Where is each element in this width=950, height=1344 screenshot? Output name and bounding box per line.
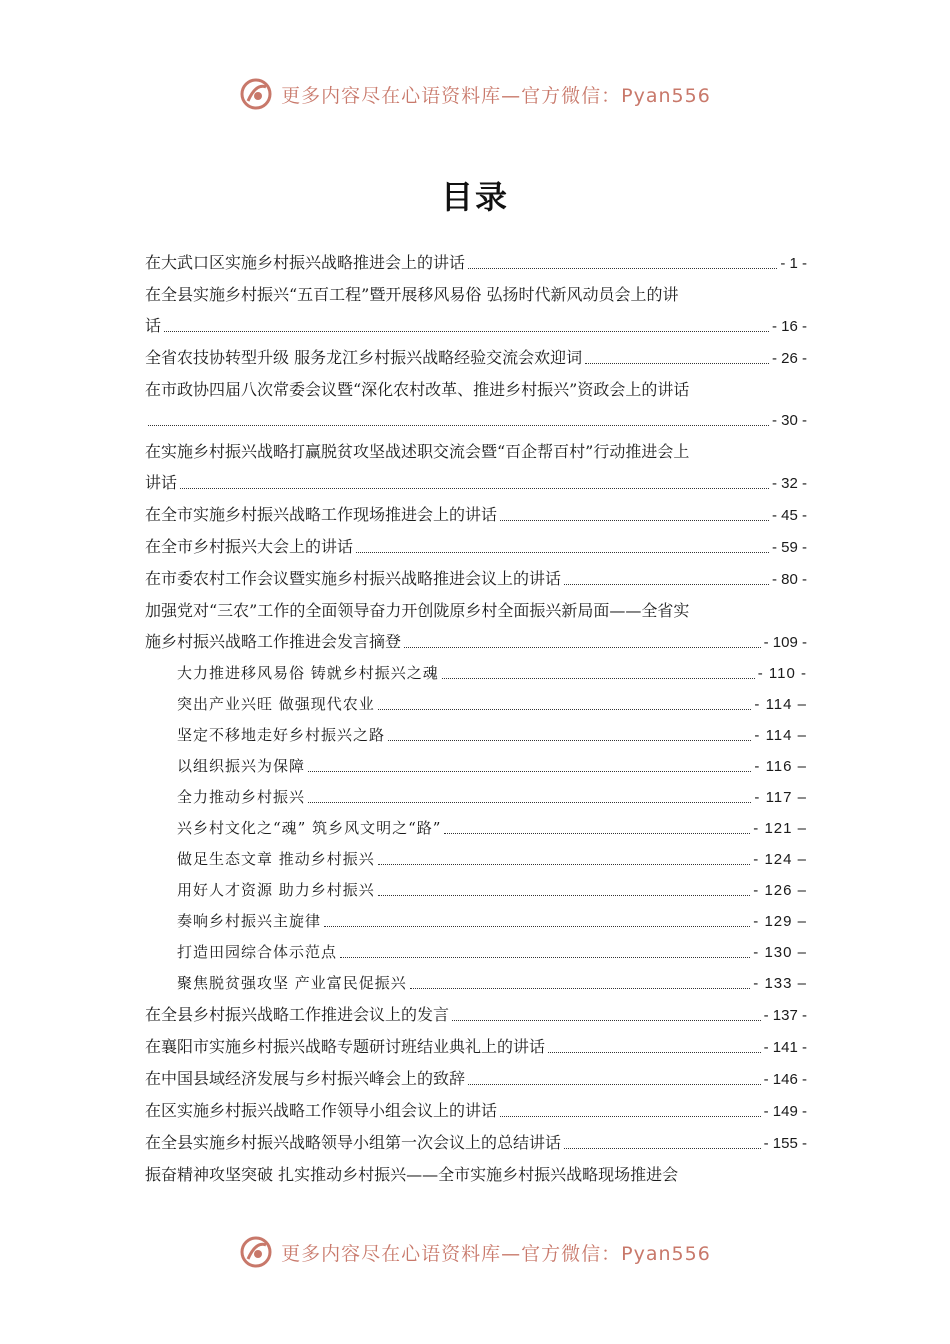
toc-entry[interactable]: 在全县实施乡村振兴战略领导小组第一次会议上的总结讲话 - 155 - <box>145 1133 807 1152</box>
toc-sub-entry[interactable]: 兴乡村文化之“魂” 筑乡风文明之“路” - 121 – <box>177 819 807 837</box>
toc-sub-entry[interactable]: 大力推进移风易俗 铸就乡村振兴之魂 - 110 - <box>177 664 807 682</box>
toc-entry[interactable]: 全省农技协转型升级 服务龙江乡村振兴战略经验交流会欢迎词 - 26 - <box>145 348 807 367</box>
toc-entry[interactable]: 在市委农村工作会议暨实施乡村振兴战略推进会议上的讲话 - 80 - <box>145 569 807 588</box>
brand-logo-icon <box>239 1235 273 1269</box>
brand-logo-icon <box>239 77 273 111</box>
toc-sub-entry[interactable]: 聚焦脱贫强攻坚 产业富民促振兴 - 133 – <box>177 974 807 992</box>
page-title: 目录 <box>440 178 509 216</box>
toc-entry-line[interactable]: 在全县实施乡村振兴“五百工程”暨开展移风易俗 弘扬时代新风动员会上的讲 <box>145 285 679 304</box>
toc-sub-entry[interactable]: 以组织振兴为保障 - 116 – <box>177 757 807 775</box>
toc-entry[interactable]: - 30 - <box>145 405 807 436</box>
toc-entry-line[interactable]: 振奋精神攻坚突破 扎实推动乡村振兴——全市实施乡村振兴战略现场推进会 <box>145 1165 679 1184</box>
toc-sub-entry[interactable]: 做足生态文章 推动乡村振兴 - 124 – <box>177 850 807 868</box>
header-banner <box>0 74 950 114</box>
toc-sub-entry[interactable]: 用好人才资源 助力乡村振兴 - 126 – <box>177 881 807 899</box>
toc-sub-entry[interactable]: 全力推动乡村振兴 - 117 – <box>177 788 807 806</box>
toc-entry[interactable]: 在全市实施乡村振兴战略工作现场推进会上的讲话 - 45 - <box>145 505 807 524</box>
footer-banner <box>0 1232 950 1272</box>
toc-entry[interactable]: 在中国县域经济发展与乡村振兴峰会上的致辞 - 146 - <box>145 1069 807 1088</box>
toc-entry[interactable]: 施乡村振兴战略工作推进会发言摘登 - 109 - <box>145 632 807 651</box>
toc-sub-entry[interactable]: 打造田园综合体示范点 - 130 – <box>177 943 807 961</box>
table-of-contents <box>145 247 807 1190</box>
toc-entry[interactable]: 在大武口区实施乡村振兴战略推进会上的讲话 - 1 - <box>145 253 807 272</box>
toc-entry[interactable]: 讲话 - 32 - <box>145 473 807 492</box>
toc-entry-line[interactable]: 在实施乡村振兴战略打赢脱贫攻坚战述职交流会暨“百企帮百村”行动推进会上 <box>145 442 690 461</box>
toc-entry[interactable]: 在区实施乡村振兴战略工作领导小组会议上的讲话 - 149 - <box>145 1101 807 1120</box>
toc-entry[interactable]: 在襄阳市实施乡村振兴战略专题研讨班结业典礼上的讲话 - 141 - <box>145 1037 807 1056</box>
toc-entry[interactable]: 在全市乡村振兴大会上的讲话 - 59 - <box>145 537 807 556</box>
banner-text: 更多内容尽在心语资料库—官方微信：Pyan556 <box>281 1242 711 1265</box>
toc-sub-entry[interactable]: 坚定不移地走好乡村振兴之路 - 114 – <box>177 726 807 744</box>
toc-sub-entry[interactable]: 突出产业兴旺 做强现代农业 - 114 – <box>177 695 807 713</box>
toc-entry[interactable]: 话 - 16 - <box>145 316 807 335</box>
banner-text: 更多内容尽在心语资料库—官方微信：Pyan556 <box>281 84 711 107</box>
toc-entry-line[interactable]: 在市政协四届八次常委会议暨“深化农村改革、推进乡村振兴”资政会上的讲话 <box>145 380 690 399</box>
toc-entry-line[interactable]: 加强党对“三农”工作的全面领导奋力开创陇原乡村全面振兴新局面——全省实 <box>145 601 690 620</box>
toc-entry[interactable]: 在全县乡村振兴战略工作推进会议上的发言 - 137 - <box>145 1005 807 1024</box>
toc-sub-entry[interactable]: 奏响乡村振兴主旋律 - 129 – <box>177 912 807 930</box>
